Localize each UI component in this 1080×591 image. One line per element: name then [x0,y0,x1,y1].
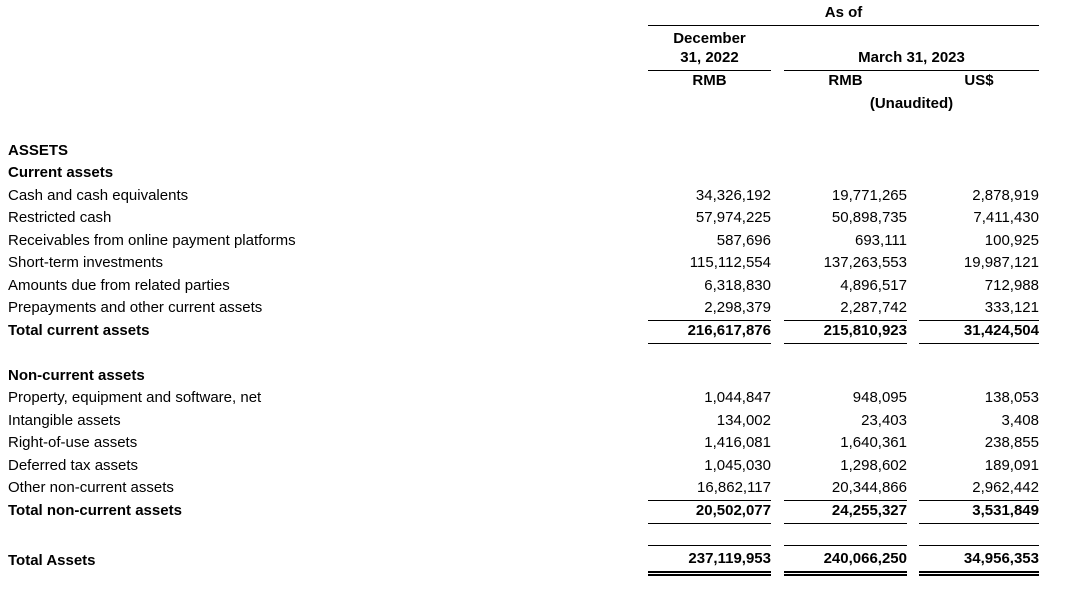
row-label: Prepayments and other current assets [8,299,263,316]
section-label: ASSETS [8,141,69,159]
section-row-non-current-assets [8,365,1039,388]
value-rmb-2022: 1,045,030 [704,456,771,474]
empty-cell [648,93,771,116]
value-usd-2023: 333,121 [919,298,1039,321]
value-rmb-2023: 693,111 [855,231,907,249]
section-row-current-assets [8,163,1039,186]
value-usd-2023: 3,408 [1001,411,1039,429]
grand-total-row-total-assets [8,545,1039,573]
table-row-property-equipment [8,388,1039,411]
value-rmb-2023: 2,287,742 [784,298,907,321]
value-rmb-2023: 1,298,602 [840,456,907,474]
value-usd-2023: 238,855 [984,434,1039,451]
value-rmb-2022: 237,119,953 [648,545,771,573]
table-row-prepayments [8,298,1039,321]
column-gap [771,25,784,70]
empty-cell [8,25,648,70]
column-gap [907,70,919,93]
header-row-units [8,70,1039,93]
unit-label-rmb-2023: RMB [828,72,863,89]
unit-label-rmb-2022: RMB [692,72,727,89]
table-row-other-non-current-assets [8,478,1039,501]
balance-sheet-table [8,2,1039,576]
value-rmb-2022: 2,298,379 [648,298,771,321]
header-row-asof [8,2,1039,25]
date-line-1: December [673,29,746,47]
value-usd-2023: 2,962,442 [919,478,1039,501]
table-row-receivables [8,230,1039,253]
table-row-cash [8,185,1039,208]
value-rmb-2023: 24,255,327 [784,500,907,523]
section-label: Non-current assets [8,366,145,384]
column-header-march-2023: March 31, 2023 [784,25,1039,70]
empty-cell [8,70,648,93]
value-usd-2023: 2,878,919 [972,186,1039,204]
header-row-dates [8,25,1039,70]
table-row-short-term-investments [8,253,1039,276]
row-label: Amounts due from related parties [8,276,230,294]
value-usd-2023: 3,531,849 [919,500,1039,523]
value-rmb-2022: 20,502,077 [648,500,771,523]
row-label: Short-term investments [8,254,164,271]
value-rmb-2023: 240,066,250 [784,545,907,573]
value-rmb-2023: 4,896,517 [840,276,907,294]
value-rmb-2023: 50,898,735 [831,209,907,226]
total-row-current-assets [8,320,1039,343]
spacer-row [8,523,1039,545]
table-row-restricted-cash [8,208,1039,231]
row-label: Receivables from online payment platforms [8,231,296,249]
header-row-unaudited [8,93,1039,116]
value-usd-2023: 100,925 [984,231,1039,249]
value-rmb-2023: 215,810,923 [784,320,907,343]
empty-cell [8,2,648,25]
value-rmb-2022: 134,002 [716,411,771,429]
column-gap [771,93,784,116]
value-rmb-2023: 23,403 [861,411,907,429]
row-label: Restricted cash [8,209,112,226]
value-rmb-2023: 948,095 [852,389,907,406]
value-usd-2023: 138,053 [984,389,1039,406]
value-usd-2023: 189,091 [984,456,1039,474]
value-rmb-2022: 216,617,876 [648,320,771,343]
section-row-assets [8,140,1039,163]
value-rmb-2023: 20,344,866 [784,478,907,501]
value-rmb-2022: 115,112,554 [689,254,771,271]
total-row-non-current-assets [8,500,1039,523]
total-label: Total non-current assets [8,502,182,519]
value-rmb-2022: 16,862,117 [648,478,771,501]
value-rmb-2022: 1,044,847 [704,389,771,406]
empty-cell [8,93,648,116]
as-of-header: As of [648,2,1039,25]
column-gap [771,70,784,93]
spacer-row [8,343,1039,365]
table-row-right-of-use-assets [8,433,1039,456]
total-label: Total current assets [8,322,150,339]
value-rmb-2022: 34,326,192 [695,186,771,204]
row-label: Intangible assets [8,411,121,429]
row-label: Right-of-use assets [8,434,138,451]
value-usd-2023: 7,411,430 [973,209,1039,226]
value-usd-2023: 34,956,353 [919,545,1039,573]
value-rmb-2022: 587,696 [716,231,771,249]
value-usd-2023: 712,988 [984,276,1039,294]
row-label: Cash and cash equivalents [8,186,189,204]
table-row-deferred-tax-assets [8,455,1039,478]
date-line-2: 31, 2022 [680,48,739,66]
value-rmb-2022: 6,318,830 [704,276,771,294]
section-label: Current assets [8,164,114,181]
value-rmb-2023: 137,263,553 [823,254,907,271]
value-rmb-2022: 57,974,225 [695,209,771,226]
grand-total-label: Total Assets [8,552,96,569]
row-label: Property, equipment and software, net [8,389,262,406]
table-row-intangible-assets [8,410,1039,433]
value-usd-2023: 31,424,504 [919,320,1039,343]
value-rmb-2023: 19,771,265 [831,186,907,204]
row-label: Other non-current assets [8,479,174,496]
value-rmb-2023: 1,640,361 [840,434,907,451]
unaudited-note: (Unaudited) [869,95,954,112]
unit-label-usd-2023: US$ [964,72,994,89]
spacer-row [8,116,1039,140]
row-label: Deferred tax assets [8,456,139,474]
value-usd-2023: 19,987,121 [963,254,1039,271]
column-header-december-2022 [648,25,771,70]
value-rmb-2022: 1,416,081 [704,434,771,451]
table-row-amounts-due-related-parties [8,275,1039,298]
